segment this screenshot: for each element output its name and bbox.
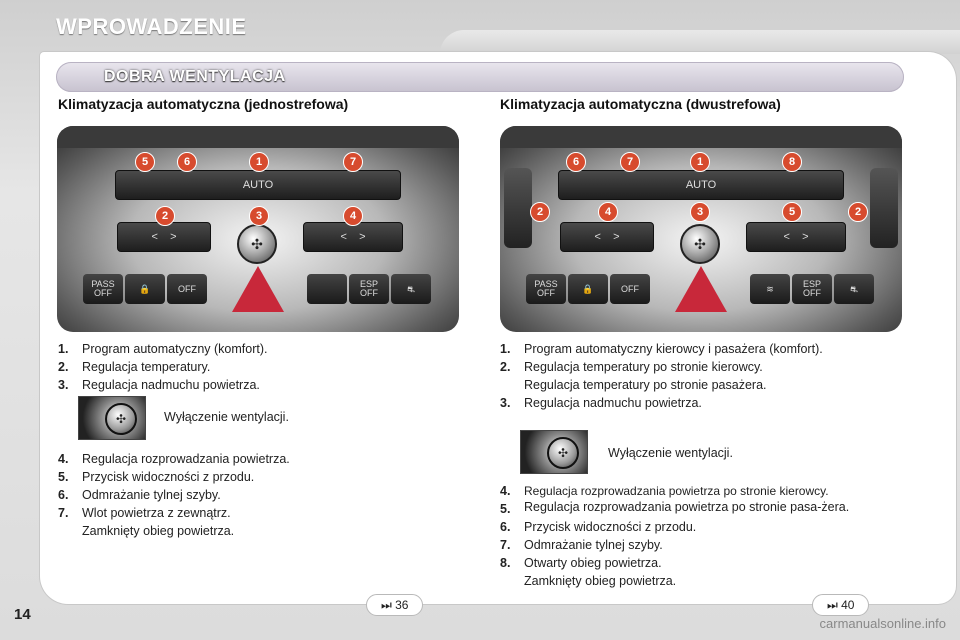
callout-2-right: 2 [848,202,868,222]
list-item: 2. Regulacja temperatury. [58,360,211,374]
list-item: 3. Regulacja nadmuchu powietrza. [58,378,260,392]
temperature-buttons: < > [117,222,211,252]
fan-icon: ✣ [547,437,579,469]
list-item: 1. Program automatyczny (komfort). [58,342,268,356]
list-item: 1. Program automatyczny kierowcy i pasażera (komfort). [500,342,823,356]
list-item: Zamknięty obieg powietrza. [524,574,677,588]
panel-top-button-row [558,170,844,200]
pass-off-button: PASS OFF [526,274,566,304]
list-item: 6. Odmrażanie tylnej szyby. [58,488,221,502]
single-zone-panel-image [57,126,459,332]
lock-button: 🔒 [568,274,608,304]
list-item: 3. Regulacja nadmuchu powietrza. [500,396,702,410]
seat-button: ⛐ [834,274,874,304]
sensor-off-button: OFF [167,274,207,304]
esp-off-button: ESP OFF [349,274,389,304]
fan-off-thumbnail [78,396,146,440]
callout-8: 8 [782,152,802,172]
left-column-title: Klimatyzacja automatyczna (jednostrefowa) [58,96,349,112]
right-list-2 [500,482,904,590]
auto-label: AUTO [685,179,717,191]
lock-button: 🔒 [125,274,165,304]
callout-2: 2 [155,206,175,226]
callout-4: 4 [343,206,363,226]
fan-off-label: Wyłączenie wentylacji. [164,410,289,424]
fan-off-thumbnail [520,430,588,474]
panel-top-strip [500,126,902,148]
esp-off-button: ESP OFF [792,274,832,304]
list-item: Zamknięty obieg powietrza. [82,524,235,538]
callout-5: 5 [782,202,802,222]
pass-off-button: PASS OFF [83,274,123,304]
suspension-button: ≋ [750,274,790,304]
list-item: 4. Regulacja rozprowadzania powietrza. [58,452,290,466]
page-number: 14 [14,606,31,623]
list-item: 6. Przycisk widoczności z przodu. [500,520,697,534]
blank-button [307,274,347,304]
right-temp-rocker [870,168,898,248]
callout-4: 4 [598,202,618,222]
callout-6: 6 [566,152,586,172]
hazard-button [232,266,284,312]
fan-knob: ✣ [680,224,720,264]
callout-1: 1 [249,152,269,172]
callout-6: 6 [177,152,197,172]
page-reference-link-36[interactable]: ⏭ 36 [366,594,423,616]
list-item: Regulacja temperatury po stronie pasażera. [524,378,767,392]
page-title: WPROWADZENIE [56,14,247,39]
panel-top-button-row [115,170,401,200]
left-list-2 [58,450,438,540]
sensor-off-button: OFF [610,274,650,304]
auto-label: AUTO [242,179,274,191]
callout-3: 3 [690,202,710,222]
list-item: 8. Otwarty obieg powietrza. [500,556,662,570]
list-item: 2. Regulacja temperatury po stronie kierowcy. [500,360,763,374]
header-tab-shape [440,30,960,54]
fan-icon: ✣ [105,403,137,435]
section-title: DOBRA WENTYLACJA [104,68,286,85]
callout-5: 5 [135,152,155,172]
list-item: 5. Przycisk widoczności z przodu. [58,470,255,484]
list-item: 4. Regulacja rozprowadzania powietrza po stronie kierowcy. [500,484,829,498]
dual-zone-panel-image [500,126,902,332]
callout-3: 3 [249,206,269,226]
right-list-1 [500,340,904,412]
fan-off-label: Wyłączenie wentylacji. [608,446,733,460]
left-temp-rocker [504,168,532,248]
seat-button: ⛐ [391,274,431,304]
callout-7: 7 [620,152,640,172]
fan-knob: ✣ [237,224,277,264]
panel-top-strip [57,126,459,148]
hazard-button [675,266,727,312]
page-reference-link-40[interactable]: ⏭ 40 [812,594,869,616]
callout-1: 1 [690,152,710,172]
callout-7: 7 [343,152,363,172]
left-list-1 [58,340,438,394]
callout-2-left: 2 [530,202,550,222]
distribution-buttons: < > [303,222,403,252]
list-item: 7. Wlot powietrza z zewnątrz. [58,506,231,520]
list-item: 7. Odmrażanie tylnej szyby. [500,538,663,552]
watermark: carmanualsonline.info [819,616,946,631]
driver-distribution-buttons: < > [560,222,654,252]
passenger-distribution-buttons: < > [746,222,846,252]
list-item: 5. Regulacja rozprowadzania powietrza po stronie pasa-żera. [500,500,850,516]
right-column-title: Klimatyzacja automatyczna (dwustrefowa) [500,96,781,112]
